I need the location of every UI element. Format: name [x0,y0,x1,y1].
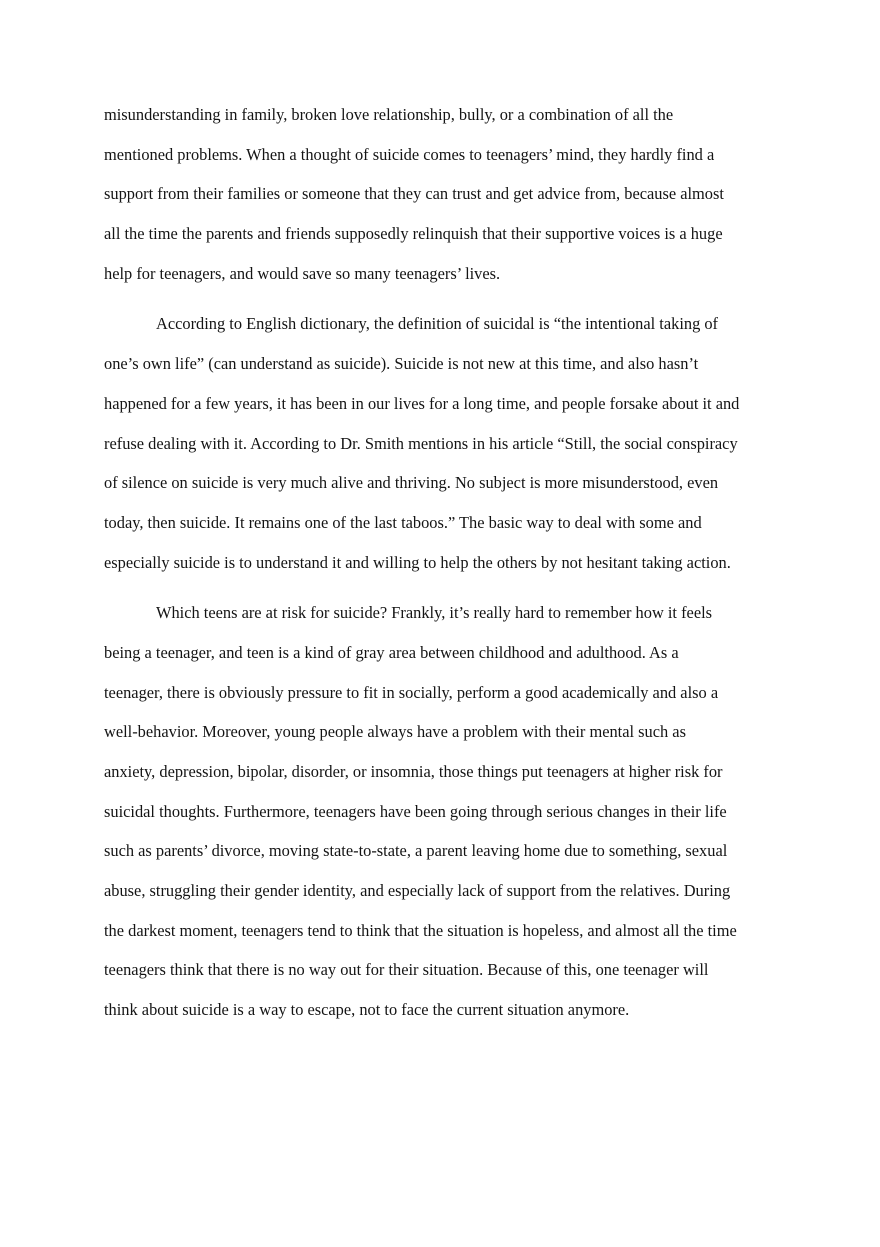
paragraph-2 [104,310,780,588]
text-line: Which teens are at risk for suicide? Frankly, it’s really hard to remember how it feels [156,603,713,623]
text-line: abuse, struggling their gender identity, and especially lack of support from the relatives. During [104,881,731,901]
text-line: well-behavior. Moreover, young people always have a problem with their mental such as [104,722,686,742]
text-line: one’s own life” (can understand as suicide). Suicide is not new at this time, and also hasn’t [104,354,699,374]
text-line: the darkest moment, teenagers tend to think that the situation is hopeless, and almost all the time [104,920,737,940]
paragraph-1 [104,101,780,299]
text-line: teenagers think that there is no way out for their situation. Because of this, one teenager will [104,960,709,980]
text-line: think about suicide is a way to escape, not to face the current situation anymore. [104,1000,630,1020]
body-text [104,101,780,1036]
text-line: According to English dictionary, the definition of suicidal is “the intentional taking of [156,314,719,334]
text-line: support from their families or someone that they can trust and get advice from, because almost [104,184,724,204]
text-line: help for teenagers, and would save so many teenagers’ lives. [104,263,501,283]
text-line: today, then suicide. It remains one of the last taboos.” The basic way to deal with some and [104,512,702,532]
paragraph-spacer [104,299,780,310]
text-line: happened for a few years, it has been in our lives for a long time, and people forsake about it and [104,393,740,413]
text-line: all the time the parents and friends supposedly relinquish that their supportive voices is a huge [104,224,723,244]
paragraph-spacer [104,588,780,599]
text-line: teenager, there is obviously pressure to fit in socially, perform a good academically and also a [104,682,719,702]
paragraph-3 [104,599,780,1036]
text-line: mentioned problems. When a thought of suicide comes to teenagers’ mind, they hardly find a [104,144,715,164]
text-line: refuse dealing with it. According to Dr. Smith mentions in his article “Still, the social conspiracy [104,433,738,453]
text-line: being a teenager, and teen is a kind of gray area between childhood and adulthood. As a [104,642,679,662]
text-line: such as parents’ divorce, moving state-to-state, a parent leaving home due to something, sexual [104,841,728,861]
text-line: suicidal thoughts. Furthermore, teenagers have been going through serious changes in their life [104,801,727,821]
text-line: of silence on suicide is very much alive and thriving. No subject is more misunderstood, even [104,473,719,493]
text-line: especially suicide is to understand it and willing to help the others by not hesitant taking action. [104,552,731,572]
text-line: misunderstanding in family, broken love relationship, bully, or a combination of all the [104,105,674,124]
text-line: anxiety, depression, bipolar, disorder, or insomnia, those things put teenagers at higher risk for [104,762,723,781]
